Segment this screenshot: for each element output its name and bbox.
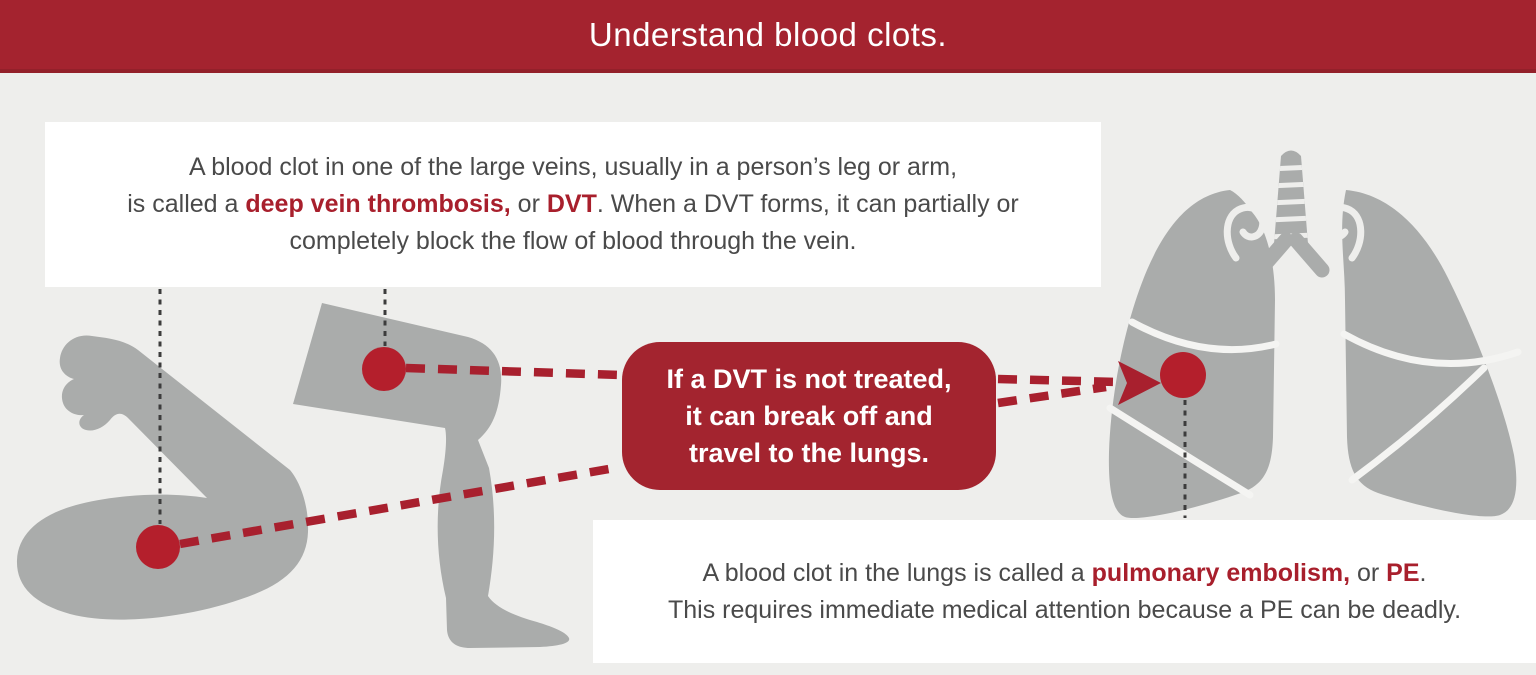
callout-line2: it can break off and — [685, 400, 933, 431]
page-title: Understand blood clots. — [588, 15, 948, 53]
blood-clot-dot-lung — [1160, 352, 1206, 398]
dvt-definition-box — [45, 122, 1101, 287]
pe-term-highlight: pulmonary embolism, — [1091, 558, 1351, 587]
pe-line1-text-pre: A blood clot in the lungs is called a — [702, 558, 1092, 587]
callout-line3: travel to the lungs. — [688, 437, 930, 468]
lungs-silhouette-icon — [1109, 151, 1518, 519]
blood-clot-dot-arm — [136, 525, 180, 569]
pe-definition-box — [593, 520, 1536, 663]
dvt-definition-line1: A blood clot in one of the large veins, usually in a person’s leg or arm, — [188, 153, 958, 181]
dvt-warning-callout — [622, 342, 996, 490]
pe-definition-line2: This requires immediate medical attention because a PE can be deadly. — [667, 595, 1462, 624]
pe-line1-text-mid: or — [1350, 558, 1387, 587]
flexed-arm-silhouette-icon — [17, 336, 308, 620]
pe-line1-text-post: . — [1419, 558, 1427, 587]
pe-definition-line1 — [703, 555, 1427, 592]
pe-abbr-highlight: PE — [1386, 558, 1420, 587]
dvt-abbr-highlight: DVT — [546, 190, 597, 218]
dvt-term-highlight: deep vein thrombosis, — [245, 190, 511, 218]
bent-leg-silhouette-icon — [293, 303, 569, 648]
dvt-definition-line3: completely block the flow of blood through the vein. — [289, 227, 857, 255]
blood-clot-dot-leg — [362, 347, 406, 391]
dvt-line2-text-pre: is called a — [127, 190, 246, 218]
travel-line-callout-to-lung-lower — [998, 387, 1106, 403]
dvt-line2-text-post: . When a DVT forms, it can partially or — [596, 190, 1019, 218]
dvt-line2-text-mid: or — [510, 190, 547, 218]
dvt-definition-line2 — [127, 186, 1019, 223]
travel-line-callout-to-lung-upper — [998, 379, 1120, 382]
callout-line1: If a DVT is not treated, — [666, 363, 952, 394]
